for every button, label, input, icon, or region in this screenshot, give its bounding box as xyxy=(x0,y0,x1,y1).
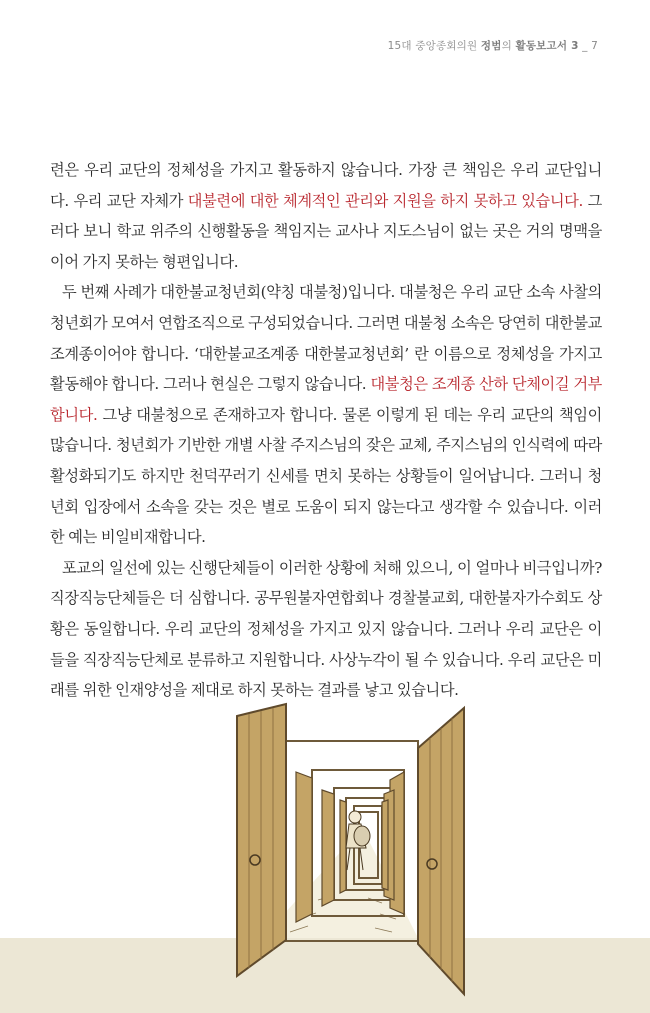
paragraph xyxy=(50,277,602,552)
paragraph-text: 포교의 일선에 있는 신행단체들이 이러한 상황에 처해 있으니, 이 얼마나 비극입니까? 직장직능단체들은 더 심합니다. 공무원불자연합회나 경찰불교회, 대한불자가수회도 상황은 동일합니다. 우리 교단의 정체성을 가지고 있지 않습니다. 그러나 우리 교단은 이들을 직장직능단체로 분류하고 지원합니다. 사상누각이 될 수 있습니다. 우리 교단은 미래를 위한 인재양성을 제대로 하지 못하는 결과를 낳고 있습니다. xyxy=(50,558,602,700)
running-header xyxy=(388,38,598,53)
paragraph xyxy=(50,155,602,277)
door-leaf-left xyxy=(237,704,286,976)
doors-illustration xyxy=(0,700,650,1013)
header-particle: 의 xyxy=(501,40,512,52)
paragraph xyxy=(50,553,602,706)
body-text xyxy=(50,155,602,706)
door-leaf-3-left xyxy=(322,790,334,906)
page-number: 7 xyxy=(591,40,598,52)
header-prefix: 15대 중앙종회의원 xyxy=(387,40,478,52)
paragraph-text: 련은 우리 교단의 정체성을 가지고 활동하지 않습니다. 가장 큰 책임은 우리 교단입니다. 우리 교단 자체가 xyxy=(50,161,602,210)
highlighted-text: 대불련에 대한 체계적인 관리와 지원을 하지 못하고 있습니다. xyxy=(187,191,583,210)
door-leaf-2-left xyxy=(296,772,312,922)
door-leaf-4-left xyxy=(340,800,346,893)
paragraph-text: 그냥 대불청으로 존재하고자 합니다. 물론 이렇게 된 데는 우리 교단의 책임이 많습니다. 청년회가 기반한 개별 사찰 주지스님의 잦은 교체, 주지스님의 인식력에 따라 활성화되기도 하지만 천덕꾸러기 신세를 면치 못하는 상황들이 일어납니다. 그러니 청년회 입장에서 소속을 갖는 것은 별로 도움이 되지 않는다고 생각할 수 있습니다. 이러한 예는 비일비재합니다. xyxy=(50,405,602,547)
paragraph-text: 두 번째 사례가 대한불교청년회(약칭 대불청)입니다. 대불청은 우리 교단 소속 사찰의 청년회가 모여서 연합조직으로 구성되었습니다. 그러면 대불청 소속은 당연히 대한불교조계종이어야 합니다. ‘대한불교조계종 대한불교청년회’ 란 이름으로 정체성을 가지고 활동해야 합니다. 그러나 현실은 그렇지 않습니다. xyxy=(50,283,602,394)
header-author-name: 정범 xyxy=(480,40,502,52)
door-leaf-4-right xyxy=(382,800,388,890)
highlighted-text: 대불청은 조계종 산하 단체이길 거부합니다. xyxy=(50,375,603,424)
header-separator: _ xyxy=(578,40,592,52)
ground-band xyxy=(0,938,650,1013)
header-report-title: 활동보고서 3 xyxy=(515,40,579,52)
paragraph-text: 그러다 보니 학교 위주의 신행활동을 책임지는 교사나 지도스님이 없는 곳은 거의 명맥을 이어 가지 못하는 형편입니다. xyxy=(50,191,602,271)
